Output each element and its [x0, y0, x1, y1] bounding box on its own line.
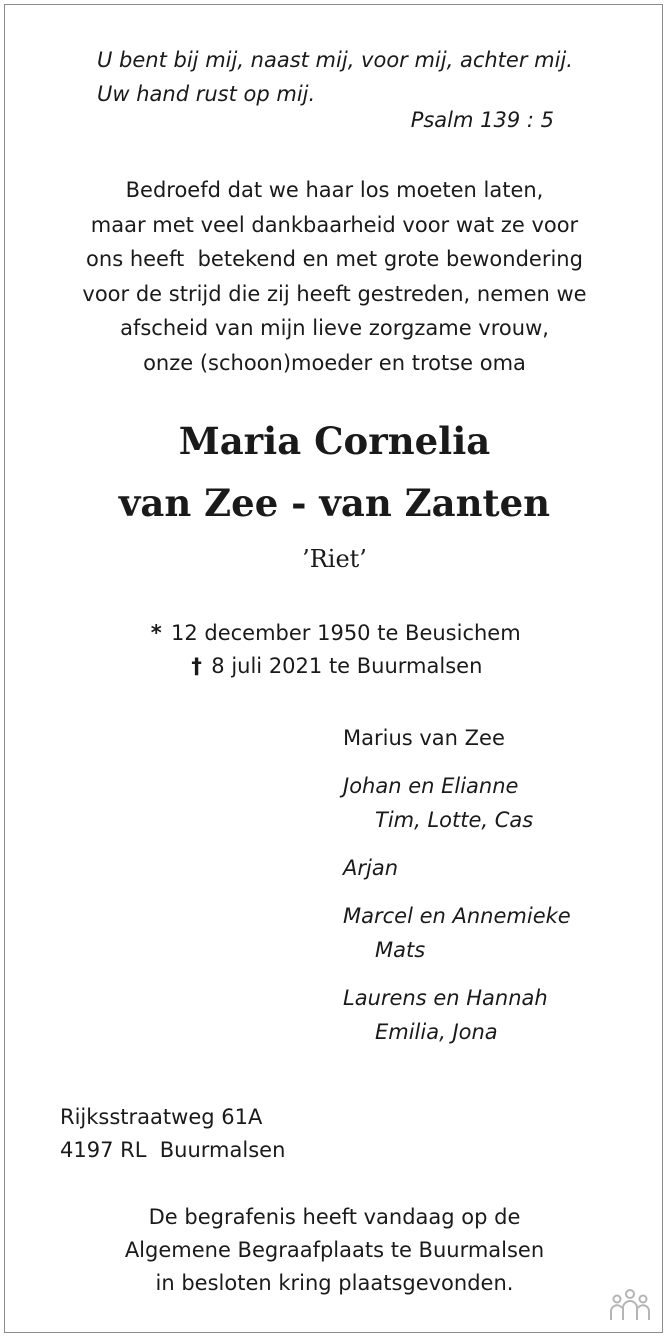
- life-dates: [5, 617, 664, 683]
- intro-line: ons heeft betekend en met grote bewondering: [86, 247, 583, 271]
- deceased-nickname: ’Riet’: [302, 545, 367, 573]
- spouse-name: Marius van Zee: [343, 726, 505, 750]
- family-parents: Marcel en Annemieke: [343, 904, 571, 928]
- funeral-line: De begrafenis heeft vandaag op de: [148, 1205, 521, 1229]
- death-cross-icon: †: [191, 654, 202, 678]
- address-block: [60, 1101, 285, 1167]
- psalm-quote: [97, 43, 573, 111]
- death-date: [5, 650, 664, 683]
- family-children: Emilia, Jona: [375, 1020, 498, 1044]
- quote-source: Psalm 139 : 5: [410, 108, 554, 132]
- birth-star-icon: *: [150, 621, 162, 645]
- funeral-line: Algemene Begraafplaats te Buurmalsen: [124, 1238, 545, 1262]
- family-list: [343, 721, 571, 1049]
- deceased-name-line1: Maria Cornelia: [178, 419, 491, 463]
- funeral-line: in besloten kring plaatsgevonden.: [155, 1271, 514, 1295]
- quote-line: Uw hand rust op mij.: [97, 82, 316, 106]
- intro-text: [5, 173, 664, 380]
- death-text: 8 juli 2021 te Buurmalsen: [211, 654, 483, 678]
- quote-line: U bent bij mij, naast mij, voor mij, achter mij.: [97, 48, 573, 72]
- intro-line: voor de strijd die zij heeft gestreden, nemen we: [82, 281, 587, 306]
- address-postal-city: 4197 RL Buurmalsen: [60, 1138, 286, 1162]
- intro-line: afscheid van mijn lieve zorgzame vrouw,: [120, 316, 549, 340]
- birth-date: [5, 617, 664, 650]
- intro-line: maar met veel dankbaarheid voor wat ze voor: [90, 212, 579, 237]
- intro-line: onze (schoon)moeder en trotse oma: [143, 350, 526, 375]
- birth-text: 12 december 1950 te Beusichem: [170, 621, 521, 645]
- funeral-notice: [5, 1201, 664, 1300]
- family-parents: Johan en Elianne: [343, 774, 519, 798]
- deceased-name-line2: van Zee - van Zanten: [118, 481, 551, 525]
- intro-line: Bedroefd dat we haar los moeten laten,: [125, 178, 544, 202]
- family-children: Tim, Lotte, Cas: [375, 808, 534, 832]
- address-street: Rijksstraatweg 61A: [60, 1105, 263, 1129]
- family-parents: Laurens en Hannah: [343, 986, 548, 1010]
- people-group-icon: [608, 1286, 652, 1326]
- obituary-card: [4, 4, 663, 1333]
- family-children: Mats: [375, 938, 426, 962]
- family-parents: Arjan: [343, 856, 399, 880]
